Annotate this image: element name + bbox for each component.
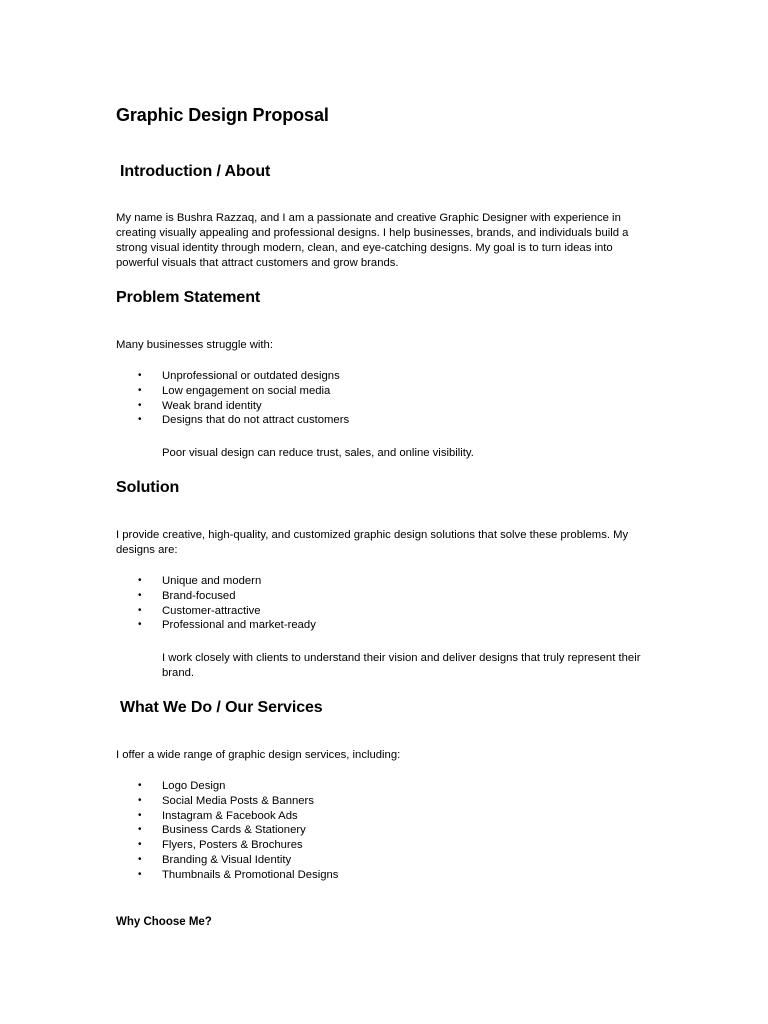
- bullet-icon: •: [138, 399, 142, 411]
- list-item: [116, 838, 656, 853]
- bullet-icon: •: [138, 589, 142, 601]
- list-item-label: Brand-focused: [162, 589, 236, 602]
- bullet-icon: •: [138, 619, 142, 631]
- list-item: [116, 574, 656, 589]
- list-item-label: Logo Design: [162, 780, 226, 792]
- list-item: [116, 868, 656, 883]
- bullet-icon: •: [138, 824, 142, 836]
- list-item-label: Weak brand identity: [162, 399, 262, 412]
- solution-note: I work closely with clients to understand their vision and deliver designs that truly represent their brand.: [162, 652, 641, 679]
- bullet-icon: •: [138, 780, 142, 791]
- why-heading: Why Choose Me?: [116, 916, 212, 928]
- list-item: [116, 413, 656, 428]
- list-item: [116, 823, 656, 838]
- services-heading: What We Do / Our Services: [120, 699, 323, 716]
- list-item-label: Social Media Posts & Banners: [162, 794, 314, 807]
- bullet-icon: •: [138, 604, 142, 616]
- problem-lead: Many businesses struggle with:: [116, 339, 273, 351]
- solution-list: [116, 574, 656, 633]
- list-item-label: Professional and market-ready: [162, 619, 316, 632]
- problem-list: [116, 369, 656, 428]
- intro-paragraph: My name is Bushra Razzaq, and I am a passionate and creative Graphic Designer with experience in creating visually appealing and professional designs. I help businesses, brands, and individuals build a strong visual identity through modern, clean, and eye-catching designs. My goal is to turn ideas into powerful visuals that attract customers and grow brands.: [116, 212, 629, 269]
- list-item-label: Low engagement on social media: [162, 384, 331, 397]
- list-item: [116, 809, 656, 824]
- bullet-icon: •: [138, 575, 142, 586]
- list-item-label: Thumbnails & Promotional Designs: [162, 868, 339, 881]
- list-item: [116, 853, 656, 868]
- intro-heading: Introduction / About: [120, 163, 271, 180]
- bullet-icon: •: [138, 839, 142, 851]
- list-item: [116, 369, 656, 384]
- list-item: [116, 384, 656, 399]
- list-item: [116, 618, 656, 633]
- bullet-icon: •: [138, 414, 142, 426]
- bullet-icon: •: [138, 384, 142, 396]
- list-item: [116, 779, 656, 794]
- problem-note: Poor visual design can reduce trust, sales, and online visibility.: [162, 447, 474, 459]
- list-item: [116, 604, 656, 619]
- solution-lead: I provide creative, high-quality, and customized graphic design solutions that solve these problems. My designs are:: [116, 529, 629, 556]
- list-item-label: Instagram & Facebook Ads: [162, 809, 298, 822]
- list-item: [116, 589, 656, 604]
- bullet-icon: •: [138, 370, 142, 381]
- bullet-icon: •: [138, 868, 142, 880]
- list-item-label: Branding & Visual Identity: [162, 853, 292, 866]
- list-item-label: Business Cards & Stationery: [162, 824, 306, 837]
- bullet-icon: •: [138, 853, 142, 865]
- bullet-icon: •: [138, 809, 142, 821]
- list-item: [116, 399, 656, 414]
- services-lead: I offer a wide range of graphic design services, including:: [116, 749, 401, 761]
- list-item: [116, 794, 656, 809]
- list-item-label: Unique and modern: [162, 575, 262, 587]
- document-title: Graphic Design Proposal: [116, 105, 329, 125]
- list-item-label: Designs that do not attract customers: [162, 414, 350, 427]
- services-list: [116, 779, 656, 883]
- list-item-label: Customer-attractive: [162, 604, 261, 617]
- solution-heading: Solution: [116, 479, 180, 496]
- bullet-icon: •: [138, 794, 142, 806]
- list-item-label: Flyers, Posters & Brochures: [162, 839, 303, 852]
- problem-heading: Problem Statement: [116, 289, 261, 306]
- list-item-label: Unprofessional or outdated designs: [162, 370, 340, 382]
